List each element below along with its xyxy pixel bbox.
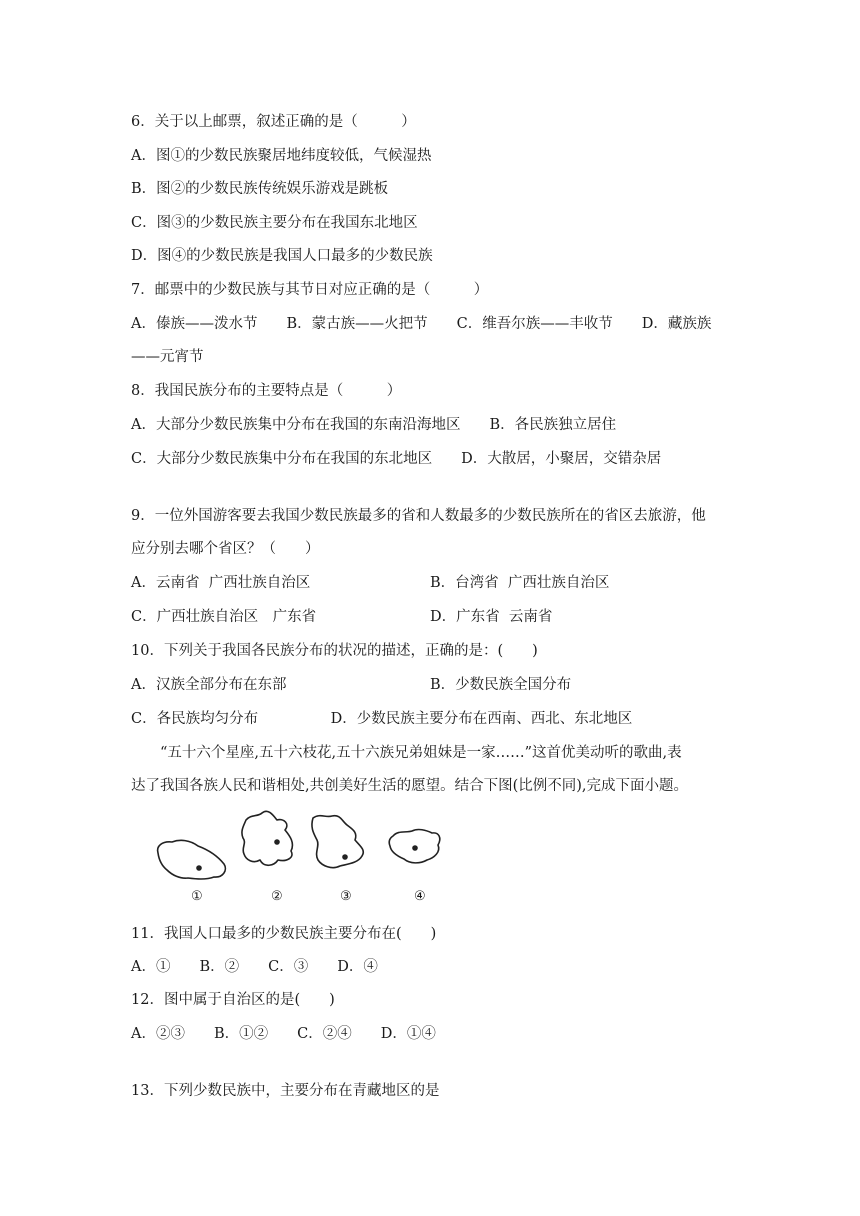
q8-options-ab: A．大部分少数民族集中分布在我国的东南沿海地区 B．各民族独立居住 [131, 417, 617, 433]
q8-options-cd: C．大部分少数民族集中分布在我国的东北地区 D．大散居，小聚居，交错杂居 [131, 451, 662, 467]
q7-options-cont: ——元宵节 [131, 349, 204, 365]
q10-option-a: A．汉族全部分布在东部 [131, 677, 287, 693]
province-outline-2 [242, 811, 293, 865]
province-dot-1 [196, 865, 202, 871]
province-dot-4 [412, 845, 418, 851]
q6-option-a: A．图①的少数民族聚居地纬度较低，气候湿热 [131, 148, 432, 164]
province-dot-3 [342, 854, 348, 860]
q13-stem: 13．下列少数民族中，主要分布在青藏地区的是 [131, 1083, 440, 1099]
q7-stem: 7．邮票中的少数民族与其节日对应正确的是（ ） [131, 282, 489, 298]
map-label-1: ① [191, 889, 203, 904]
map-label-4: ④ [414, 889, 426, 904]
q6-option-b: B．图②的少数民族传统娱乐游戏是跳板 [131, 181, 389, 197]
q9-option-a: A．云南省 广西壮族自治区 [131, 575, 311, 591]
q9-option-c: C．广西壮族自治区 广东省 [131, 609, 317, 625]
province-maps [150, 808, 450, 908]
q12-options: A．②③ B．①② C．②④ D．①④ [131, 1026, 436, 1042]
q10-options-cd: C．各民族均匀分布 D．少数民族主要分布在西南、西北、东北地区 [131, 711, 633, 727]
q12-stem: 12．图中属于自治区的是( ) [131, 992, 335, 1008]
province-dot-2 [274, 839, 280, 845]
map-label-3: ③ [340, 889, 352, 904]
q8-stem: 8．我国民族分布的主要特点是（ ） [131, 383, 402, 399]
passage-line-2: 达了我国各族人民和谐相处,共创美好生活的愿望。结合下图(比例不同),完成下面小题。 [131, 778, 689, 794]
province-outline-3 [312, 816, 363, 868]
q10-stem: 10．下列关于我国各民族分布的状况的描述，正确的是：( ) [131, 643, 538, 659]
passage-line-1: “五十六个星座,五十六枝花,五十六族兄弟姐妹是一家……”这首优美动听的歌曲,表 [131, 745, 682, 761]
q11-stem: 11．我国人口最多的少数民族主要分布在( ) [131, 926, 437, 942]
q10-option-b: B．少数民族全国分布 [430, 677, 572, 693]
q7-options: A．傣族——泼水节 B．蒙古族——火把节 C．维吾尔族——丰收节 D．藏族族 [131, 316, 712, 332]
province-outlines [150, 808, 450, 888]
q9-option-d: D．广东省 云南省 [430, 609, 553, 625]
q9-option-b: B．台湾省 广西壮族自治区 [430, 575, 610, 591]
q9-stem: 9．一位外国游客要去我国少数民族最多的省和人数最多的少数民族所在的省区去旅游，他 [131, 508, 706, 524]
q6-option-d: D．图④的少数民族是我国人口最多的少数民族 [131, 248, 433, 264]
q11-options: A．① B．② C．③ D．④ [131, 959, 378, 975]
q6-stem: 6．关于以上邮票，叙述正确的是（ ） [131, 114, 416, 130]
map-label-2: ② [271, 889, 283, 904]
province-outline-1 [158, 840, 226, 879]
q9-stem-cont: 应分别去哪个省区？（ ） [131, 541, 320, 557]
q6-option-c: C．图③的少数民族主要分布在我国东北地区 [131, 215, 418, 231]
